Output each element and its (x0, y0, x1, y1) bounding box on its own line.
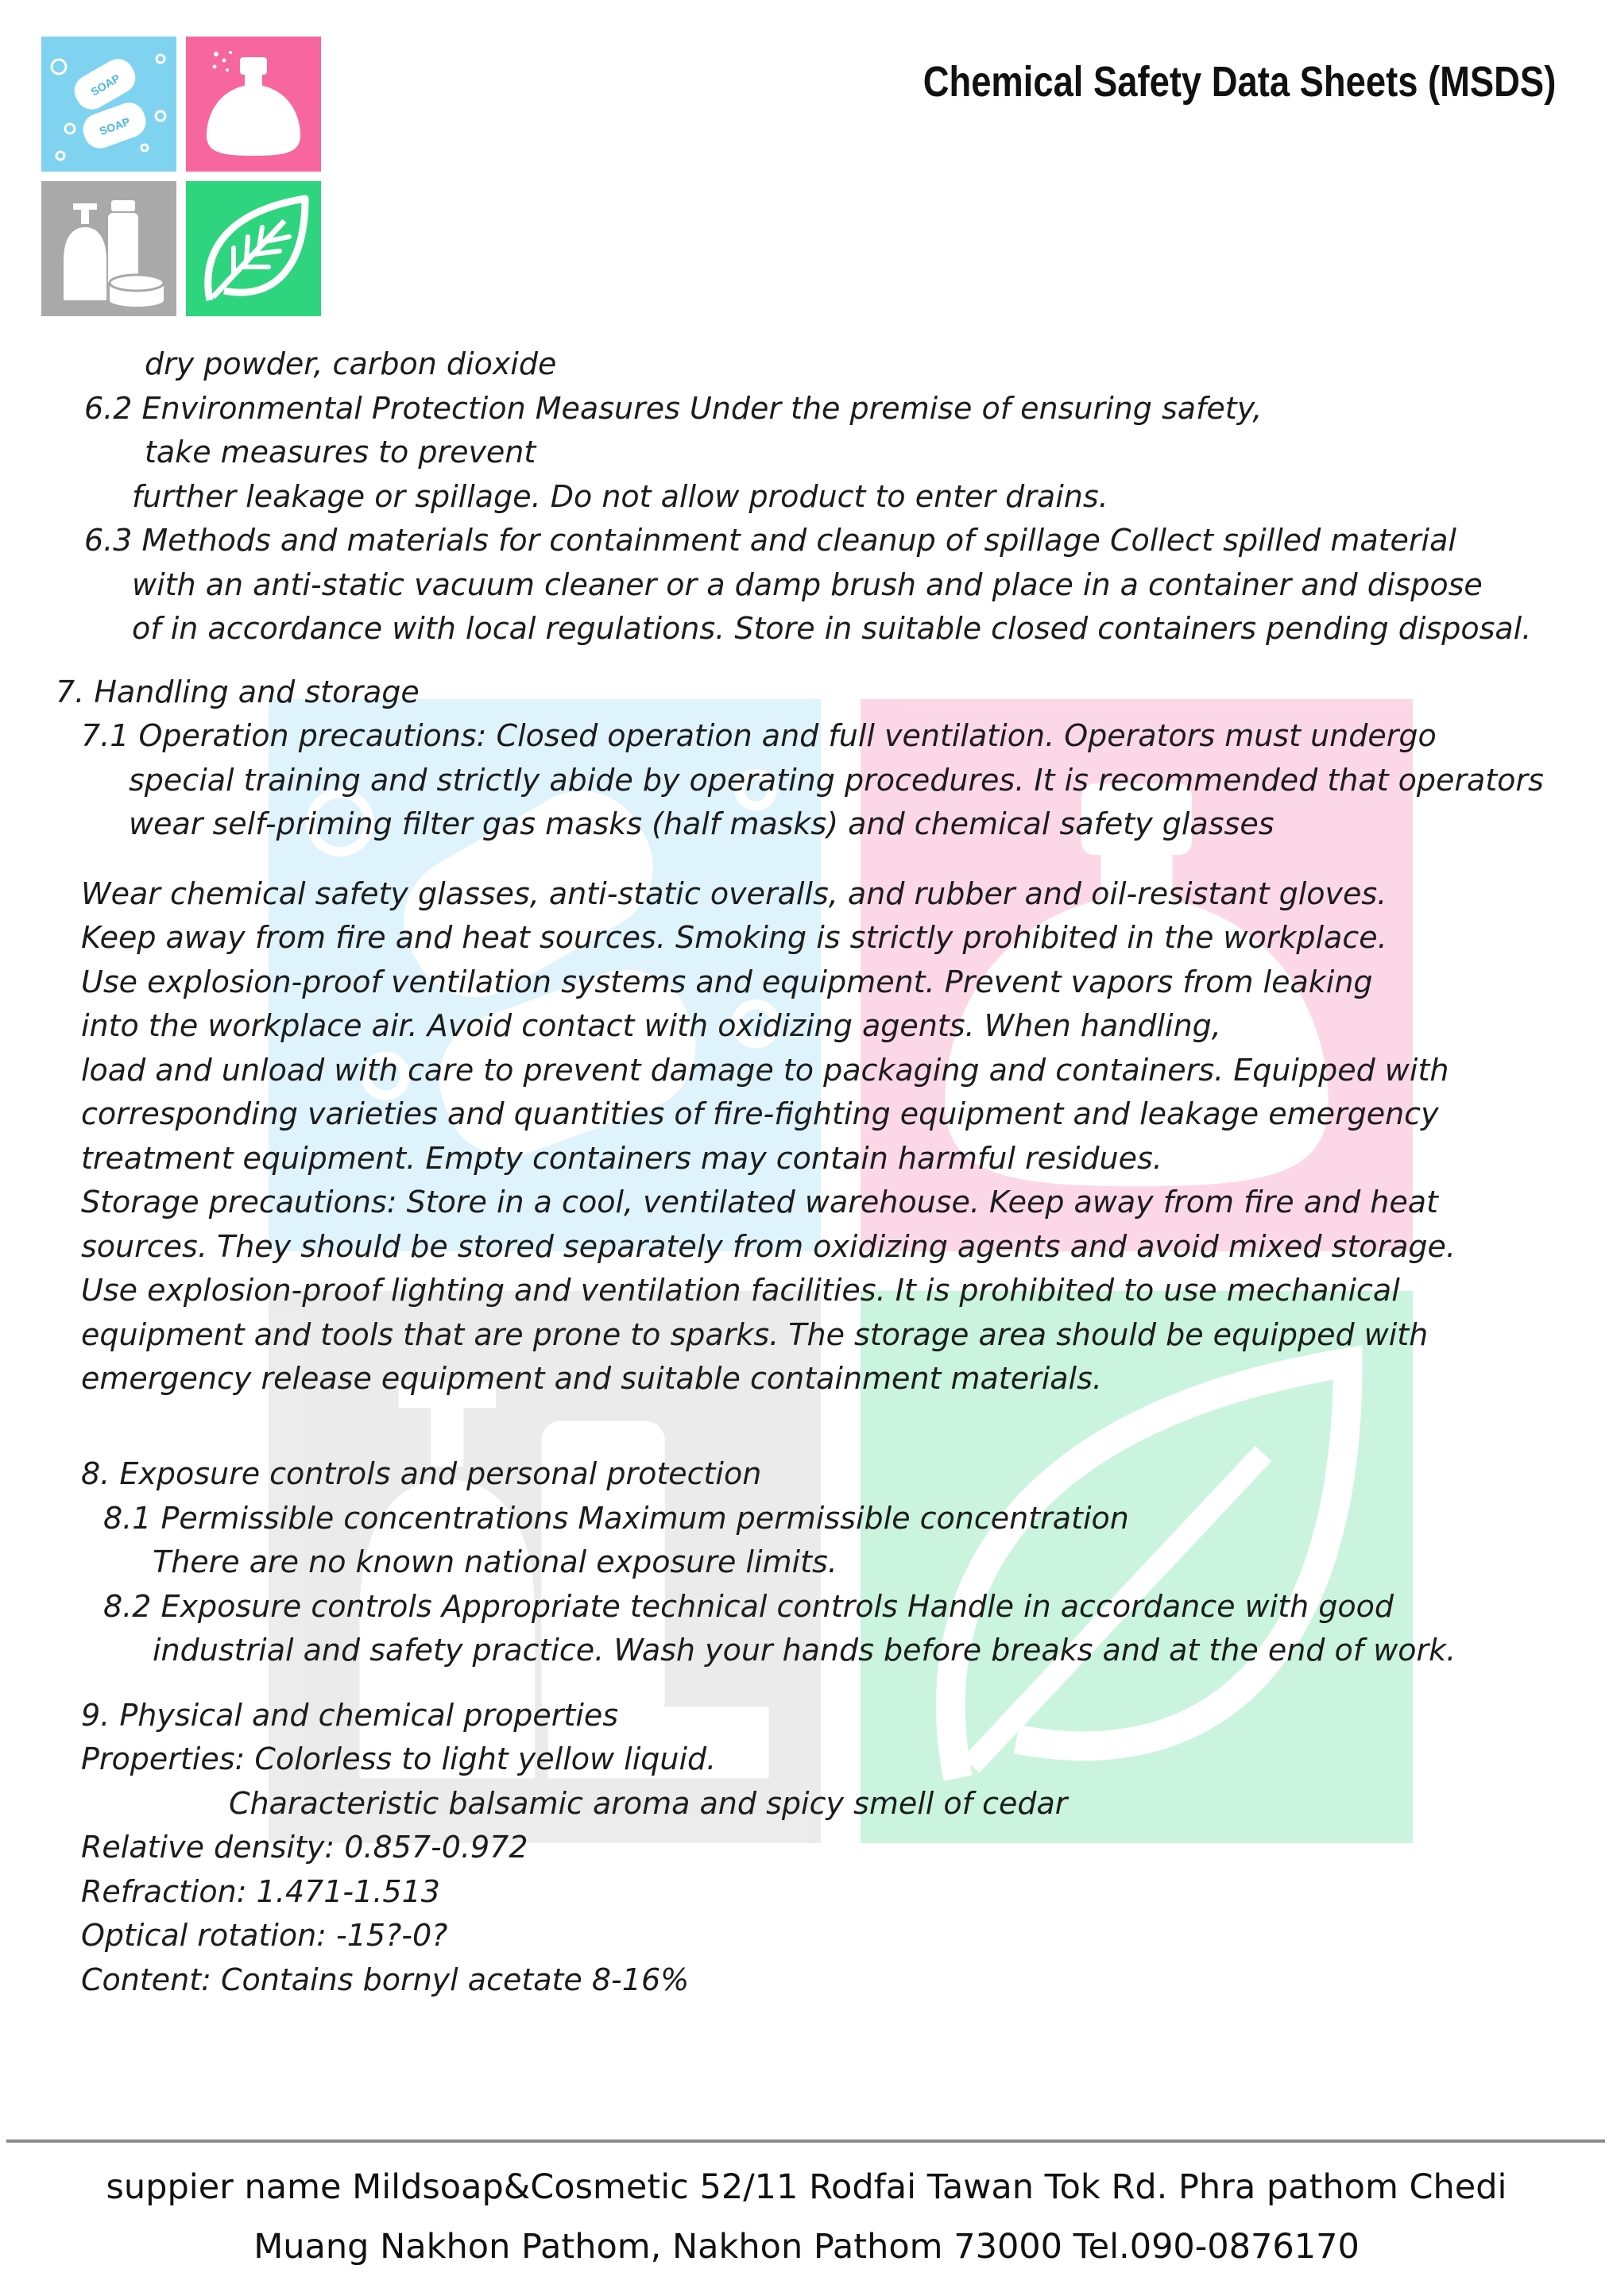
soap-bars-icon (41, 37, 176, 172)
section-8-2-heading: 8.2 Exposure controls Appropriate technical controls Handle in accordance with good (103, 1589, 1394, 1624)
storage-precautions: Storage precautions: Store in a cool, ventilated warehouse. Keep away from fire and heat (81, 1185, 1438, 1220)
supplier-address-line-1: suppier name Mildsoap&Cosmetic 52/11 Rodfai Tawan Tok Rd. Phra pathom Chedi (106, 2167, 1507, 2207)
section-6-3-heading: 6.3 Methods and materials for containment and cleanup of spillage Collect spilled material (84, 523, 1456, 558)
property-appearance: Properties: Colorless to light yellow liquid. (81, 1741, 717, 1776)
handling-text: Use explosion-proof ventilation systems and equipment. Prevent vapors from leaking (81, 964, 1373, 999)
document-title: Chemical Safety Data Sheets (MSDS) (923, 58, 1556, 106)
section-6-3-text: with an anti-static vacuum cleaner or a damp brush and place in a container and dispose (132, 567, 1483, 602)
handling-text: Wear chemical safety glasses, anti-static overalls, and rubber and oil-resistant gloves. (81, 876, 1387, 911)
svg-text:SOAP: SOAP (97, 114, 132, 138)
section-8-2-text: industrial and safety practice. Wash your hands before breaks and at the end of work. (153, 1633, 1456, 1668)
section-7-1-text: wear self-priming filter gas masks (half masks) and chemical safety glasses (129, 806, 1275, 841)
fire-extinguishing-media-continued: dry powder, carbon dioxide (145, 346, 557, 381)
section-8-1-heading: 8.1 Permissible concentrations Maximum permissible concentration (103, 1501, 1129, 1536)
supplier-address-line-2: Muang Nakhon Pathom, Nakhon Pathom 73000 Tel.090-0876170 (253, 2227, 1360, 2267)
section-6-2-text: take measures to prevent (145, 435, 536, 470)
leaf-icon (186, 181, 321, 316)
property-refraction: Refraction: 1.471-1.513 (81, 1874, 440, 1909)
handling-text: into the workplace air. Avoid contact with oxidizing agents. When handling, (81, 1008, 1221, 1043)
spray-bottle-icon (186, 37, 321, 172)
storage-precautions: sources. They should be stored separately from oxidizing agents and avoid mixed storage. (81, 1229, 1456, 1264)
logo-tile-soap (41, 37, 176, 172)
footer-divider (6, 2139, 1605, 2143)
storage-precautions: Use explosion-proof lighting and ventilation facilities. It is prohibited to use mechanical (81, 1273, 1400, 1308)
section-9-heading: 9. Physical and chemical properties (81, 1698, 619, 1733)
property-optical-rotation: Optical rotation: -15?-0? (81, 1918, 448, 1953)
logo-tile-spray (186, 37, 321, 172)
handling-text: load and unload with care to prevent damage to packaging and containers. Equipped with (81, 1053, 1449, 1088)
section-6-2-heading: 6.2 Environmental Protection Measures Under the premise of ensuring safety, (84, 391, 1263, 426)
section-7-1-heading: 7.1 Operation precautions: Closed operation and full ventilation. Operators must undergo (81, 718, 1437, 753)
property-density: Relative density: 0.857-0.972 (81, 1830, 528, 1865)
section-8-1-text: There are no known national exposure limits. (153, 1544, 837, 1579)
cosmetic-bottles-icon (41, 181, 176, 316)
section-8-heading: 8. Exposure controls and personal protection (81, 1456, 762, 1491)
section-6-2-text: further leakage or spillage. Do not allow product to enter drains. (132, 479, 1108, 514)
property-content: Content: Contains bornyl acetate 8-16% (81, 1962, 690, 1997)
storage-precautions: emergency release equipment and suitable containment materials. (81, 1361, 1102, 1396)
company-logo (41, 37, 321, 316)
property-odor: Characteristic balsamic aroma and spicy smell of cedar (229, 1786, 1068, 1821)
svg-text:SOAP: SOAP (88, 72, 122, 99)
section-7-heading: 7. Handling and storage (56, 674, 420, 709)
handling-text: treatment equipment. Empty containers may contain harmful residues. (81, 1141, 1162, 1176)
handling-text: Keep away from fire and heat sources. Smoking is strictly prohibited in the workplace. (81, 920, 1387, 955)
storage-precautions: equipment and tools that are prone to sparks. The storage area should be equipped with (81, 1317, 1429, 1352)
section-7-1-text: special training and strictly abide by operating procedures. It is recommended that operators (129, 763, 1544, 798)
section-6-3-text: of in accordance with local regulations. Store in suitable closed containers pending disposal. (132, 611, 1532, 646)
handling-text: corresponding varieties and quantities of fire-fighting equipment and leakage emergency (81, 1096, 1439, 1131)
logo-tile-cosmetics (41, 181, 176, 316)
logo-tile-leaf (186, 181, 321, 316)
